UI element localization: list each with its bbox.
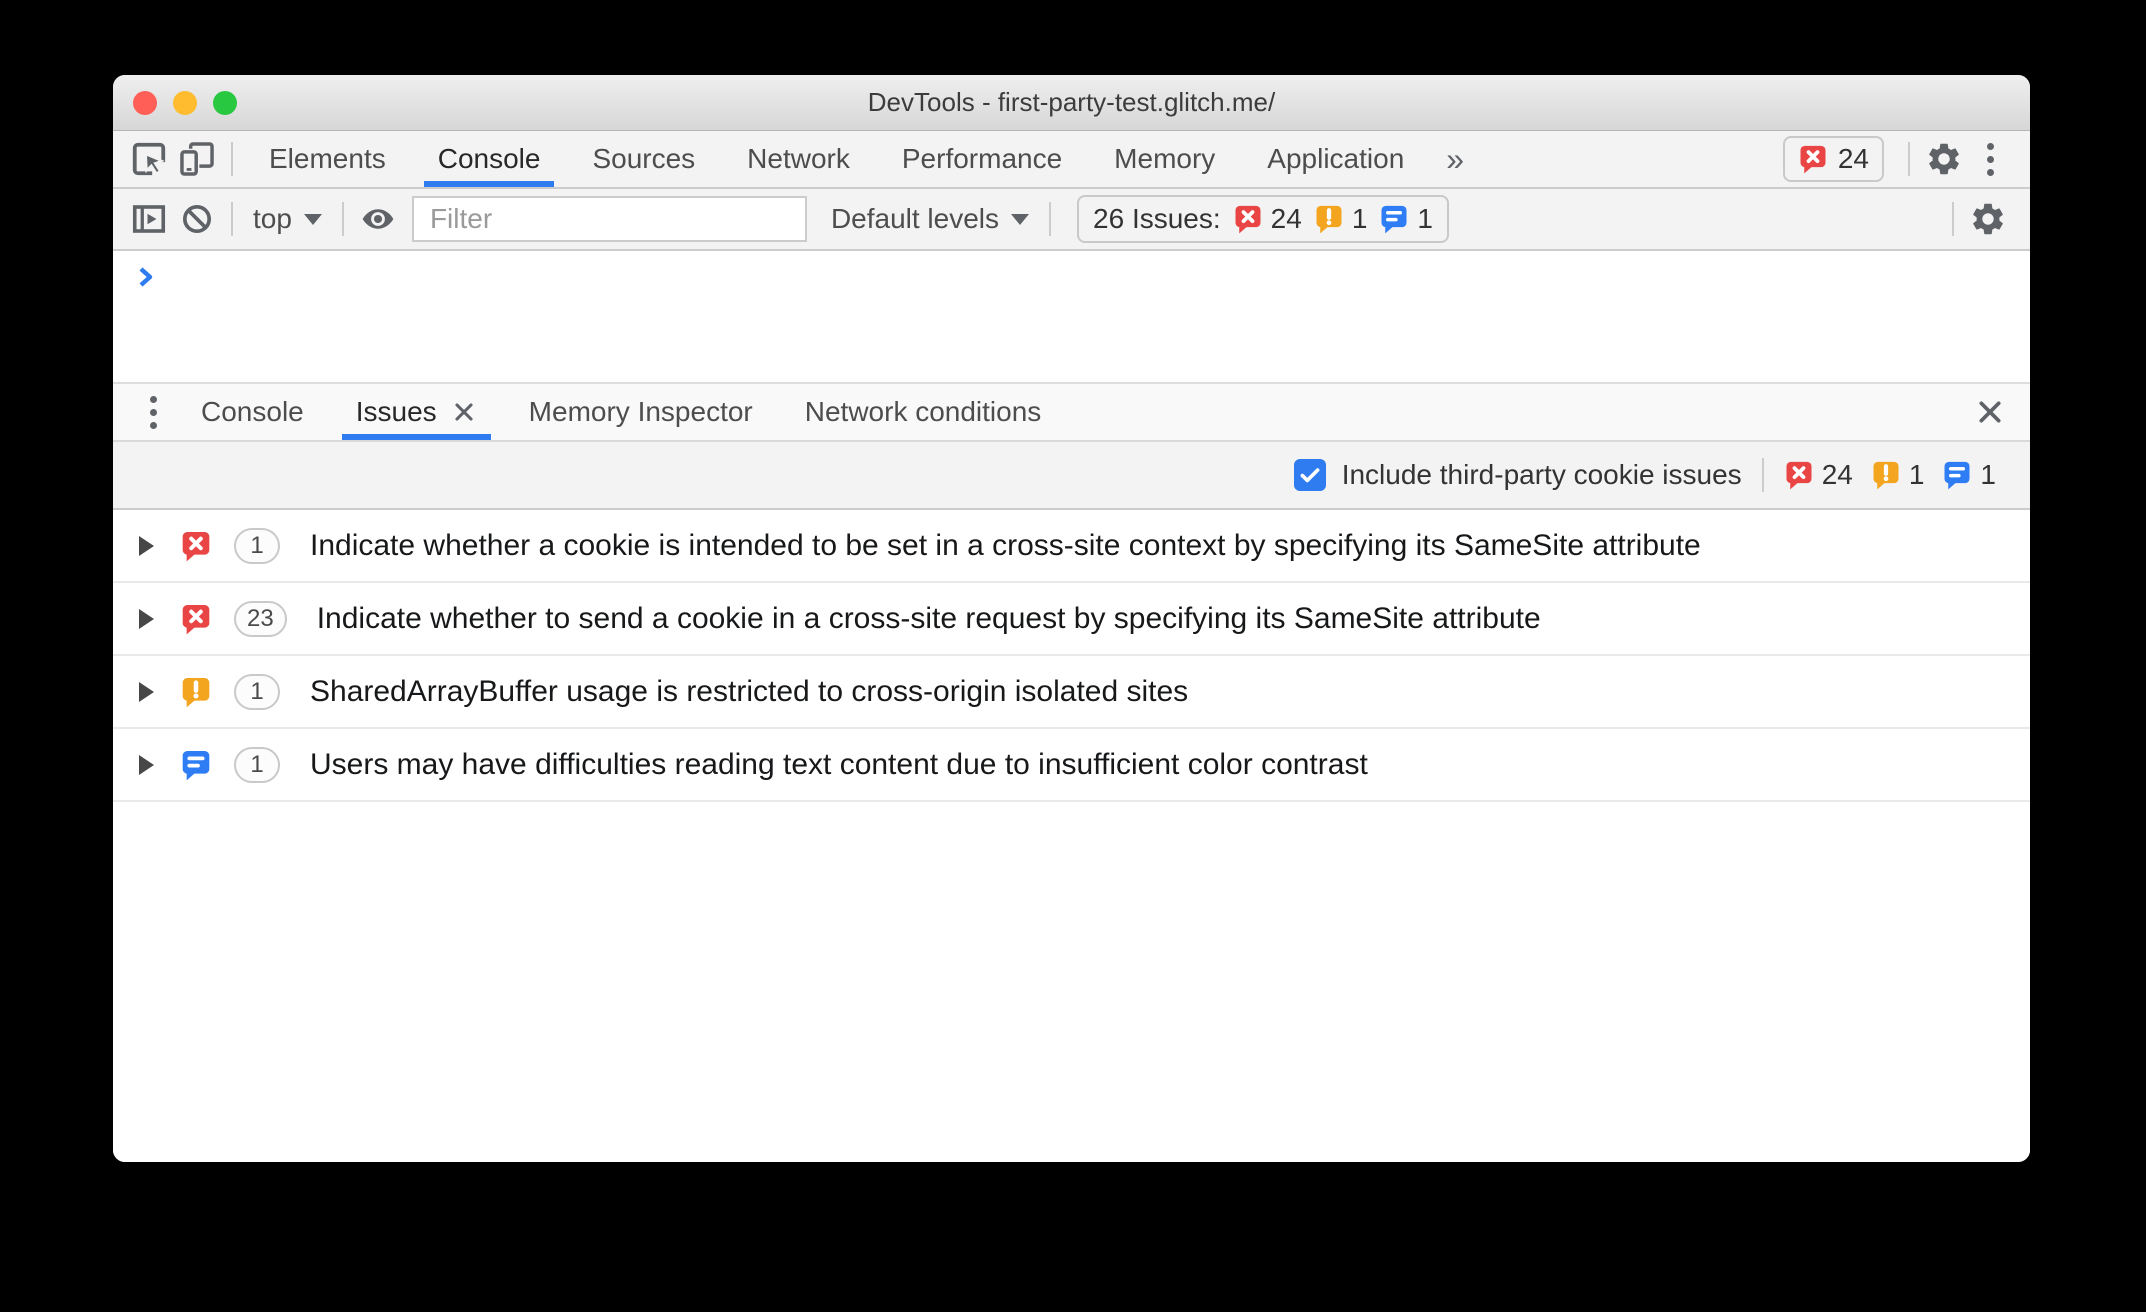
tab-label: Memory (1114, 143, 1216, 174)
separator (231, 202, 233, 236)
drawer-tab-network-conditions[interactable] (791, 384, 1056, 440)
console-prompt-icon (135, 265, 159, 289)
tab-application[interactable] (1253, 131, 1418, 187)
tab-memory[interactable] (1100, 131, 1229, 187)
gear-icon (1969, 200, 2007, 238)
info-count: 1 (1980, 459, 1996, 490)
tab-sources[interactable] (578, 131, 709, 187)
clear-console-button[interactable] (173, 195, 221, 243)
close-window-button[interactable] (133, 91, 157, 115)
warning-icon (1871, 460, 1901, 490)
window-titlebar (113, 75, 2030, 131)
tab-label: Console (437, 143, 541, 174)
error-icon (1233, 204, 1263, 234)
drawer-menu-button[interactable] (131, 390, 175, 434)
expand-icon[interactable] (139, 682, 154, 702)
error-count: 24 (1837, 143, 1869, 174)
tab-label: Issues (355, 396, 437, 427)
issue-title: Users may have difficulties reading text content due to insufficient color contrast (310, 747, 1368, 781)
tab-label: Elements (269, 143, 386, 174)
tab-elements[interactable] (255, 131, 400, 187)
issue-row[interactable] (113, 510, 2030, 583)
main-menu-button[interactable] (1968, 137, 2012, 181)
separator (1762, 458, 1764, 492)
close-icon (1974, 396, 2006, 428)
issues-summary-label: 26 Issues: (1093, 203, 1221, 234)
error-icon (1784, 460, 1814, 490)
issue-title: Indicate whether to send a cookie in a cross-site request by specifying its SameSite attribute (316, 601, 1541, 635)
warning-icon (1314, 204, 1344, 234)
traffic-lights (113, 91, 237, 115)
console-settings-button[interactable] (1964, 195, 2012, 243)
issue-count-badge: 23 (234, 601, 287, 637)
console-filter-input[interactable] (412, 196, 807, 242)
error-icon (180, 603, 212, 635)
gear-icon (1925, 140, 1963, 178)
block-icon (180, 202, 214, 236)
inspect-element-button[interactable] (125, 135, 173, 183)
separator (342, 202, 344, 236)
separator (1908, 142, 1910, 176)
issue-count-badge: 1 (234, 528, 280, 564)
drawer-tab-issues[interactable] (342, 384, 491, 440)
checkbox-label: Include third-party cookie issues (1341, 459, 1742, 490)
tab-label: Network conditions (804, 396, 1042, 427)
chevron-down-icon (1011, 214, 1029, 225)
create-live-expression-button[interactable] (354, 195, 402, 243)
tab-label: Performance (901, 143, 1063, 174)
more-tabs-button[interactable] (1430, 141, 1480, 178)
issues-panel-body (113, 802, 2030, 1162)
issues-info-count (1942, 459, 1996, 491)
log-levels-dropdown[interactable] (821, 203, 1039, 235)
checkmark-icon (1297, 462, 1323, 488)
issue-title: Indicate whether a cookie is intended to be set in a cross-site context by specifying its SameSite attribute (310, 528, 1701, 562)
minimize-window-button[interactable] (173, 91, 197, 115)
issues-summary-button[interactable] (1077, 195, 1449, 243)
console-toolbar (113, 189, 2030, 251)
tab-label: Network (747, 143, 850, 174)
info-icon (180, 749, 212, 781)
error-count-badge[interactable] (1783, 136, 1884, 182)
error-icon (180, 530, 212, 562)
levels-label: Default levels (830, 203, 1000, 234)
chevron-down-icon (304, 214, 322, 225)
settings-button[interactable] (1920, 135, 1968, 183)
show-console-sidebar-button[interactable] (125, 195, 173, 243)
tab-label: Memory Inspector (528, 396, 753, 427)
error-icon (1798, 144, 1828, 174)
issues-error-count (1784, 459, 1853, 491)
zoom-window-button[interactable] (213, 91, 237, 115)
tab-label: Application (1267, 143, 1405, 174)
tab-label: Sources (592, 143, 696, 174)
expand-icon[interactable] (139, 609, 154, 629)
error-count: 24 (1270, 203, 1302, 234)
warning-count: 1 (1351, 203, 1368, 234)
issue-row[interactable] (113, 583, 2030, 656)
issues-toolbar (113, 442, 2030, 510)
issues-warning-count (1871, 459, 1925, 491)
devtools-window (113, 75, 2030, 1162)
eye-icon (360, 201, 396, 237)
separator (231, 142, 233, 176)
warning-count: 1 (1908, 459, 1925, 490)
tab-network[interactable] (733, 131, 864, 187)
info-count: 1 (1417, 203, 1433, 234)
info-icon (1379, 204, 1409, 234)
drawer-tabbar (113, 382, 2030, 442)
issue-title: SharedArrayBuffer usage is restricted to cross-origin isolated sites (310, 674, 1189, 708)
window-title: DevTools - first-party-test.glitch.me/ (867, 87, 1276, 117)
main-tabbar (113, 131, 2030, 189)
expand-icon[interactable] (139, 755, 154, 775)
close-issues-tab-button[interactable] (451, 399, 477, 425)
sidebar-toggle-icon (131, 201, 167, 237)
drawer-tab-console[interactable] (187, 384, 318, 440)
issue-row[interactable] (113, 729, 2030, 802)
close-drawer-button[interactable] (1974, 396, 2006, 428)
info-icon (1942, 460, 1972, 490)
warning-icon (180, 676, 212, 708)
tab-label: Console (201, 396, 304, 427)
issue-count-badge: 1 (234, 674, 280, 710)
separator (1049, 202, 1051, 236)
separator (1952, 202, 1954, 236)
javascript-context-selector[interactable] (243, 203, 332, 235)
error-count: 24 (1821, 459, 1853, 490)
issue-row[interactable] (113, 656, 2030, 729)
double-chevron-icon: » (1446, 140, 1465, 177)
issue-count-badge: 1 (234, 747, 280, 783)
drawer-tab-memory-inspector[interactable] (515, 384, 767, 440)
context-label: top (253, 203, 292, 234)
console-log-area[interactable] (113, 251, 2030, 382)
tab-performance[interactable] (888, 131, 1076, 187)
close-icon (451, 399, 477, 425)
expand-icon[interactable] (139, 536, 154, 556)
tab-console[interactable] (424, 131, 555, 187)
third-party-cookies-checkbox[interactable] (1294, 459, 1326, 491)
device-toolbar-button[interactable] (173, 135, 221, 183)
